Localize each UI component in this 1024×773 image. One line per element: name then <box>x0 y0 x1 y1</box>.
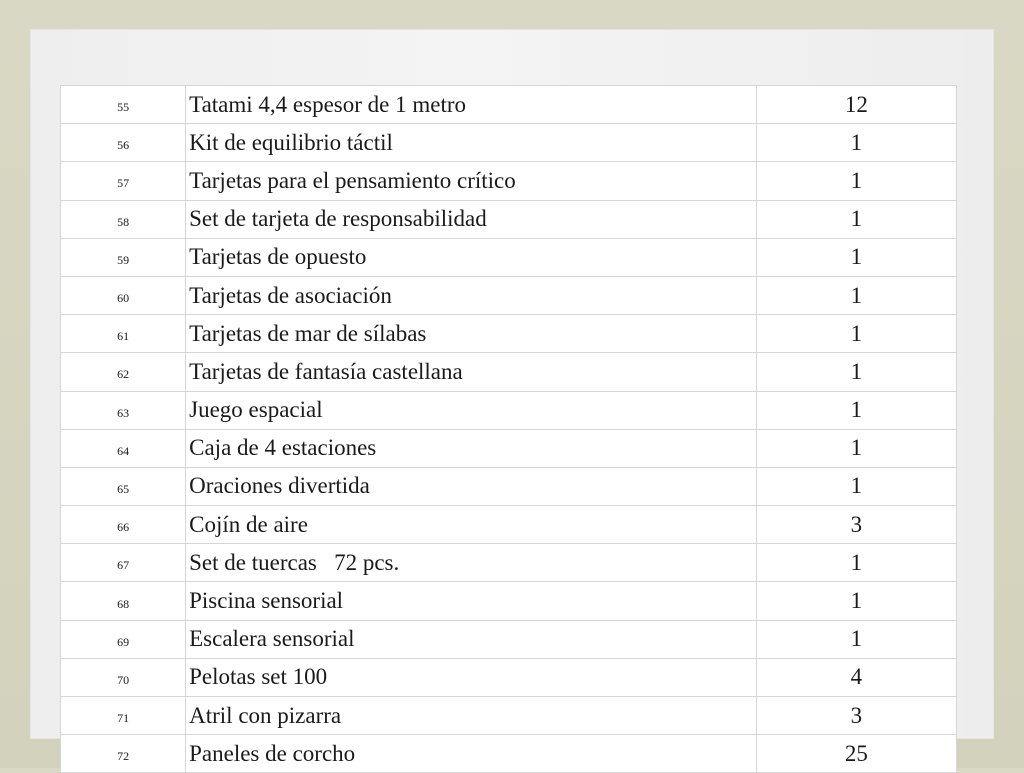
item-name-cell: Pelotas set 100 <box>186 658 757 696</box>
row-number-cell: 67 <box>61 544 186 582</box>
item-name-cell: Paneles de corcho <box>186 735 757 773</box>
row-number-cell: 55 <box>61 86 186 124</box>
row-number-cell: 56 <box>61 124 186 162</box>
item-name-cell: Juego espacial <box>186 391 757 429</box>
row-number-cell: 58 <box>61 200 186 238</box>
item-name-cell: Tarjetas de asociación <box>186 276 757 314</box>
item-name-cell: Atril con pizarra <box>186 697 757 735</box>
item-name-cell: Piscina sensorial <box>186 582 757 620</box>
inventory-table <box>60 85 957 773</box>
row-number-cell: 63 <box>61 391 186 429</box>
row-number-cell: 70 <box>61 658 186 696</box>
item-quantity-cell: 12 <box>756 86 956 124</box>
table-row <box>61 391 957 429</box>
table-row <box>61 658 957 696</box>
row-number-cell: 69 <box>61 620 186 658</box>
item-name-cell: Tarjetas para el pensamiento crítico <box>186 162 757 200</box>
item-name-cell: Tatami 4,4 espesor de 1 metro <box>186 86 757 124</box>
table-row <box>61 200 957 238</box>
table-row <box>61 544 957 582</box>
row-number-cell: 59 <box>61 238 186 276</box>
item-quantity-cell: 1 <box>756 276 956 314</box>
item-name-cell: Oraciones divertida <box>186 467 757 505</box>
item-quantity-cell: 4 <box>756 658 956 696</box>
item-quantity-cell: 1 <box>756 429 956 467</box>
item-name-cell: Tarjetas de mar de sílabas <box>186 315 757 353</box>
item-quantity-cell: 1 <box>756 162 956 200</box>
item-name-cell: Tarjetas de fantasía castellana <box>186 353 757 391</box>
item-quantity-cell: 3 <box>756 697 956 735</box>
row-number-cell: 65 <box>61 467 186 505</box>
item-quantity-cell: 1 <box>756 544 956 582</box>
table-row <box>61 697 957 735</box>
item-quantity-cell: 1 <box>756 200 956 238</box>
item-name-cell: Set de tuercas 72 pcs. <box>186 544 757 582</box>
item-quantity-cell: 1 <box>756 124 956 162</box>
item-name-cell: Caja de 4 estaciones <box>186 429 757 467</box>
item-quantity-cell: 1 <box>756 620 956 658</box>
table-row <box>61 467 957 505</box>
row-number-cell: 68 <box>61 582 186 620</box>
item-quantity-cell: 1 <box>756 238 956 276</box>
row-number-cell: 62 <box>61 353 186 391</box>
table-row <box>61 735 957 773</box>
table-row <box>61 162 957 200</box>
inventory-table-body <box>61 86 957 773</box>
item-quantity-cell: 25 <box>756 735 956 773</box>
table-row <box>61 506 957 544</box>
row-number-cell: 57 <box>61 162 186 200</box>
table-row <box>61 315 957 353</box>
table-row <box>61 276 957 314</box>
row-number-cell: 66 <box>61 506 186 544</box>
table-row <box>61 86 957 124</box>
item-name-cell: Kit de equilibrio táctil <box>186 124 757 162</box>
row-number-cell: 64 <box>61 429 186 467</box>
table-row <box>61 582 957 620</box>
row-number-cell: 61 <box>61 315 186 353</box>
item-quantity-cell: 1 <box>756 353 956 391</box>
item-quantity-cell: 1 <box>756 391 956 429</box>
item-quantity-cell: 1 <box>756 315 956 353</box>
table-row <box>61 353 957 391</box>
table-row <box>61 238 957 276</box>
item-name-cell: Set de tarjeta de responsabilidad <box>186 200 757 238</box>
row-number-cell: 60 <box>61 276 186 314</box>
table-row <box>61 429 957 467</box>
item-name-cell: Escalera sensorial <box>186 620 757 658</box>
table-row <box>61 124 957 162</box>
item-name-cell: Cojín de aire <box>186 506 757 544</box>
item-quantity-cell: 1 <box>756 467 956 505</box>
table-row <box>61 620 957 658</box>
row-number-cell: 72 <box>61 735 186 773</box>
item-name-cell: Tarjetas de opuesto <box>186 238 757 276</box>
item-quantity-cell: 3 <box>756 506 956 544</box>
item-quantity-cell: 1 <box>756 582 956 620</box>
row-number-cell: 71 <box>61 697 186 735</box>
